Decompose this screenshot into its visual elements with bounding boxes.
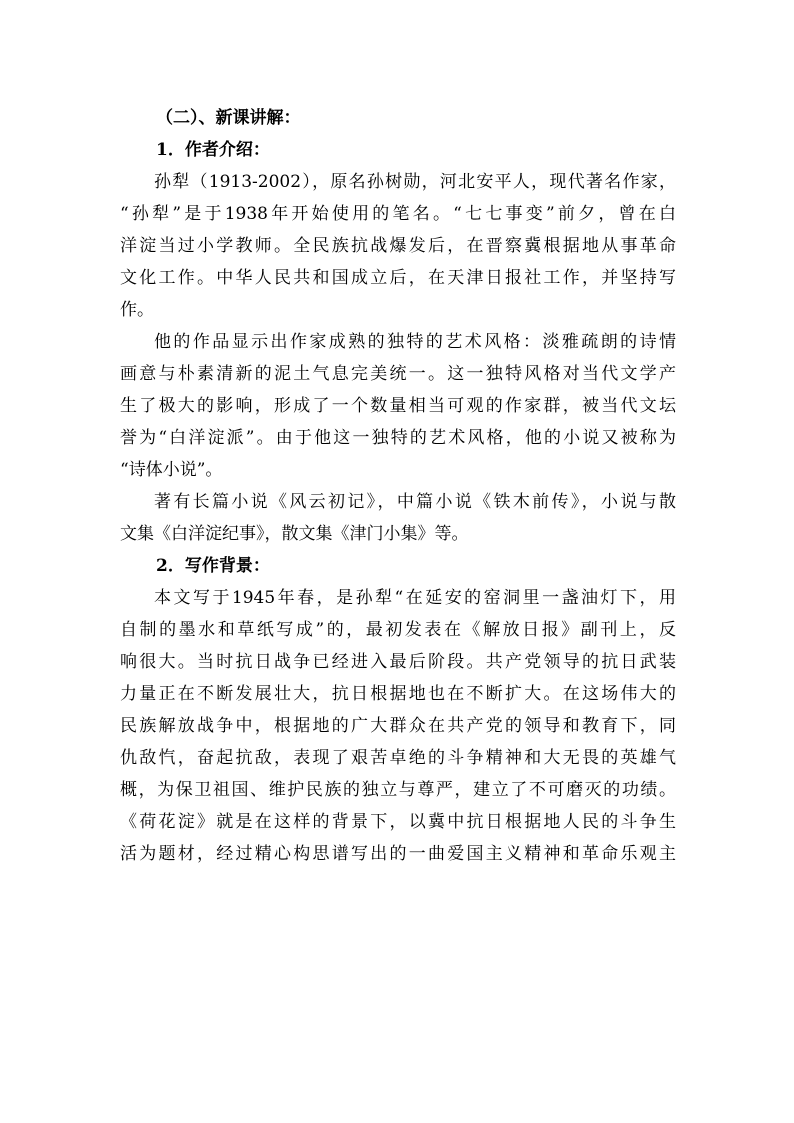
author-intro-heading: 1．作者介绍： [156,140,270,160]
writing-background-heading: 2．写作背景： [156,556,270,576]
document-body [120,102,676,870]
author-works-paragraph [120,486,676,550]
text-line: 洋淀当过小学教师。全民族抗战爆发后，在晋察冀根据地从事革命 [120,236,676,256]
text-line: 文化工作。中华人民共和国成立后，在天津日报社工作，并坚持写 [120,268,676,288]
author-style-paragraph [120,326,676,486]
text-line: 民族解放战争中，根据地的广大群众在共产党的领导和教育下，同 [120,716,676,736]
text-line: 他的作品显示出作家成熟的独特的艺术风格：淡雅疏朗的诗情 [154,332,676,352]
section-heading: （二）、新课讲解： [156,108,301,128]
text-line: 孙犁（1913-2002），原名孙树勋，河北安平人，现代著名作家， [154,172,676,192]
text-line: 活为题材，经过精心构思谱写出的一曲爱国主义精神和革命乐观主 [120,844,676,864]
text-line: 概，为保卫祖国、维护民族的独立与尊严，建立了不可磨灭的功绩。 [120,780,676,800]
text-line: 力量正在不断发展壮大，抗日根据地也在不断扩大。在这场伟大的 [120,684,676,704]
text-line: 仇敌忾，奋起抗敌，表现了艰苦卓绝的斗争精神和大无畏的英雄气 [120,748,676,768]
writing-background-paragraph [120,582,676,870]
text-line: “诗体小说”。 [120,460,223,480]
text-line: 生了极大的影响，形成了一个数量相当可观的作家群，被当代文坛 [120,396,676,416]
text-line: 响很大。当时抗日战争已经进入最后阶段。共产党领导的抗日武装 [120,652,676,672]
text-line: 著有长篇小说《风云初记》，中篇小说《铁木前传》，小说与散 [154,492,676,512]
text-line: 文集《白洋淀纪事》，散文集《津门小集》等。 [120,524,469,544]
text-line: 本文写于1945年春，是孙犁“在延安的窑洞里一盏油灯下，用 [154,588,676,608]
text-line: 誉为“白洋淀派”。由于他这一独特的艺术风格，他的小说又被称为 [120,428,676,448]
text-line: 自制的墨水和草纸写成”的，最初发表在《解放日报》副刊上，反 [120,620,676,640]
text-line: 作。 [120,300,154,320]
text-line: 画意与朴素清新的泥土气息完美统一。这一独特风格对当代文学产 [120,364,676,384]
author-bio-paragraph [120,166,676,326]
text-line: 《荷花淀》就是在这样的背景下，以冀中抗日根据地人民的斗争生 [120,812,676,832]
text-line: “孙犁”是于1938年开始使用的笔名。“七七事变”前夕，曾在白 [120,204,676,224]
